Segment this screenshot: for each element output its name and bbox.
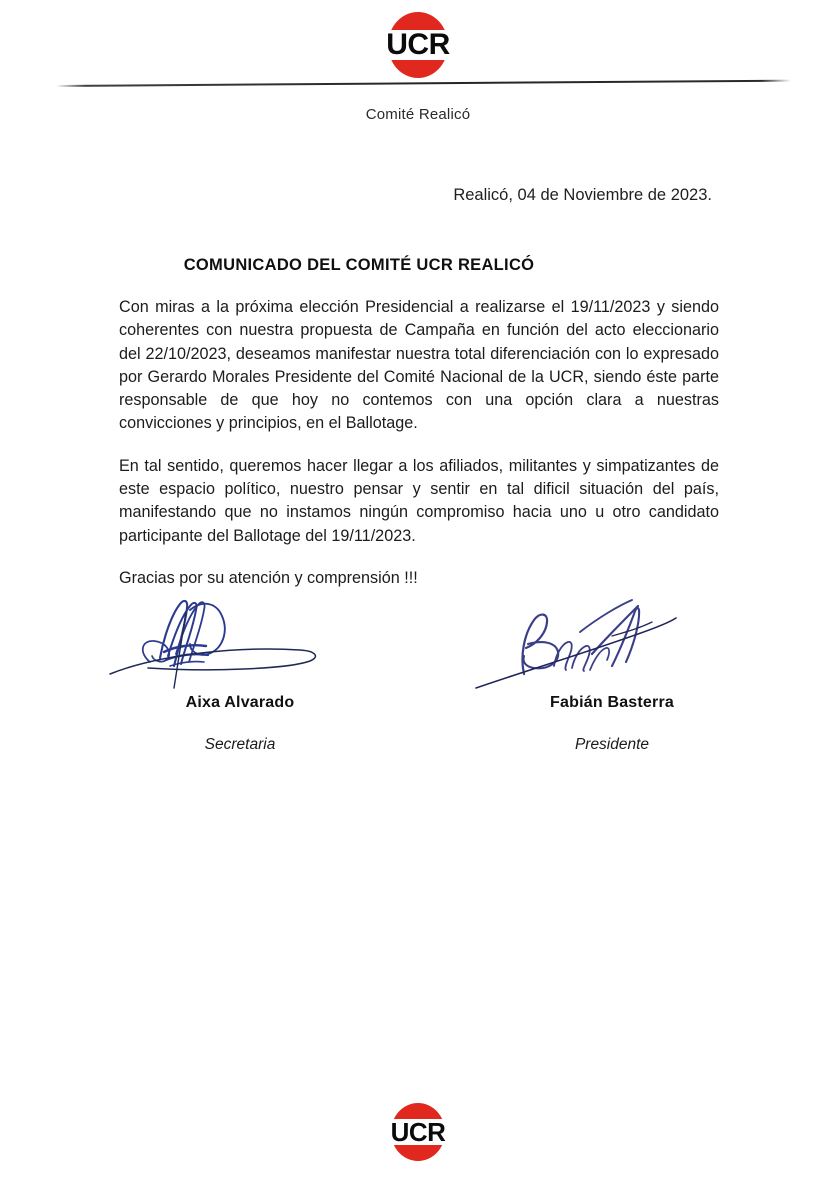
- page-title: COMUNICADO DEL COMITÉ UCR REALICÓ: [183, 256, 535, 274]
- signer-name: Fabián Basterra: [550, 694, 674, 711]
- letterhead-logo-area: [0, 12, 836, 83]
- ucr-logo-icon: [388, 12, 448, 78]
- signer-role: Secretaria: [204, 736, 276, 753]
- signature-area: [0, 596, 836, 766]
- handwritten-signature: [90, 596, 390, 696]
- handwritten-signature: [462, 596, 762, 696]
- signature-block-secretaria: [90, 596, 390, 754]
- ucr-logo-text: UCR: [386, 27, 450, 61]
- document-body: [119, 296, 719, 590]
- body-paragraph: En tal sentido, queremos hacer llegar a los afiliados, militantes y simpatizantes de este espacio político, nuestro pensar y sentir en tal dificil situación del país, manifestando que no instamos ningún compromiso hacia uno u otro candidato participante del Ballotage del 19/11/2023.: [119, 456, 719, 545]
- committee-name: Comité Realicó: [365, 106, 471, 123]
- ucr-logo-band: [380, 27, 457, 61]
- footer-logo-area: [0, 1103, 836, 1166]
- ucr-logo-icon: [391, 1103, 445, 1161]
- ucr-logo-band: [383, 1119, 452, 1145]
- signer-name: Aixa Alvarado: [185, 694, 295, 711]
- body-paragraph: Con miras a la próxima elección Presidencial a realizarse el 19/11/2023 y siendo coherentes con nuestra propuesta de Campaña en función del acto eleccionario del 22/10/2023, deseamos manifestar nuestra total diferenciación con lo expresado por Gerardo Morales Presidente del Comité Nacional de la UCR, siendo éste parte responsable de que hoy no contemos con una opción clara a nuestras convicciones y principios, en el Ballotage.: [119, 298, 719, 433]
- date-line: Realicó, 04 de Noviembre de 2023.: [453, 186, 712, 204]
- signer-role: Presidente: [574, 736, 650, 753]
- closing-paragraph: Gracias por su atención y comprensión !!!: [119, 568, 418, 587]
- signature-block-presidente: [462, 596, 762, 754]
- ucr-logo-text: UCR: [390, 1117, 446, 1147]
